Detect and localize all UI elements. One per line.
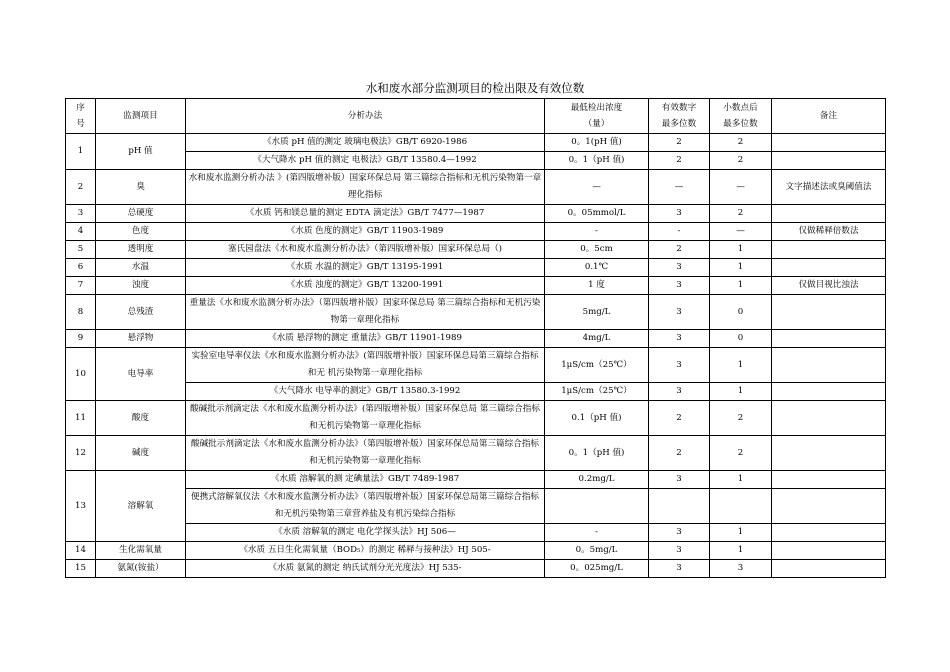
row-dec: 1	[710, 542, 772, 560]
row-seq: 4	[66, 223, 96, 241]
row-item: 总残渣	[96, 295, 186, 330]
row-seq: 8	[66, 295, 96, 330]
row-method: 重量法《水和废水监测分析办法》（第四版增补版）国家环保总局 第三篇综合指标和无机污染物第一章理化指标	[186, 295, 545, 330]
row-note	[772, 348, 886, 383]
row-note	[772, 542, 886, 560]
row-dec: —	[710, 223, 772, 241]
row-seq: 11	[66, 401, 96, 436]
row-method: 《水质 溶解氧的测 定碘量法》GB/T 7489-1987	[186, 471, 545, 489]
row-dec: 1	[710, 348, 772, 383]
page-title: 水和废水部分监测项目的检出限及有效位数	[365, 81, 585, 95]
table-row	[66, 277, 886, 295]
row-method: 《水质 浊度的测定》GB/T 13200-1991	[186, 277, 545, 295]
row-note	[772, 471, 886, 489]
row-note	[772, 330, 886, 348]
header-seq: 序号	[66, 99, 96, 134]
row-note	[772, 134, 886, 152]
row-dec: 2	[710, 205, 772, 223]
row-note	[772, 524, 886, 542]
row-seq: 7	[66, 277, 96, 295]
table-row	[66, 489, 886, 524]
row-note: 文字描述法或臭阈值法	[772, 170, 886, 205]
row-limit: 0。1（pH 值)	[545, 436, 649, 471]
header-method: 分析办法	[186, 99, 545, 134]
table-body	[66, 134, 886, 578]
table-row	[66, 542, 886, 560]
row-note	[772, 401, 886, 436]
row-seq: 15	[66, 560, 96, 578]
row-method: 水和废水监测分析办法 》(第四版增补版）国家环保总局 第三篇综合指标和无机污染物第一章理化指标	[186, 170, 545, 205]
row-limit: 1μS/cm（25℃）	[545, 348, 649, 383]
row-method: 实验室电导率仪法《水和废水监测分析办法》(第四版增补版）国家环保总局第三篇综合指标和无 机污染物第一章理化指标	[186, 348, 545, 383]
row-item: 溶解氧	[96, 471, 186, 542]
table-row	[66, 436, 886, 471]
row-limit: 5mg/L	[545, 295, 649, 330]
row-method: 《水质 氨氮的测定 纳氏试剂分光光度法》HJ 535-	[186, 560, 545, 578]
row-dec: 2	[710, 152, 772, 170]
row-seq: 14	[66, 542, 96, 560]
table-row	[66, 330, 886, 348]
row-dec: 2	[710, 401, 772, 436]
row-note	[772, 560, 886, 578]
row-method: 《水质 水温的测定》GB/T 13195-1991	[186, 259, 545, 277]
table-row	[66, 223, 886, 241]
header-limit-line1: 最低检出浓度	[570, 103, 623, 113]
row-limit: -	[545, 524, 649, 542]
row-seq: 13	[66, 471, 96, 542]
row-method: 《水质 钙和镁总量的测定 EDTA 滴定法》GB/T 7477—1987	[186, 205, 545, 223]
row-sig: 3	[649, 259, 710, 277]
row-sig: 3	[649, 560, 710, 578]
row-limit: 1 度	[545, 277, 649, 295]
header-note: 备注	[772, 99, 886, 134]
row-item: 浊度	[96, 277, 186, 295]
row-note	[772, 241, 886, 259]
row-item: 生化需氧量	[96, 542, 186, 560]
header-dec-line2: 最多位数	[723, 119, 758, 129]
row-sig: 2	[649, 401, 710, 436]
row-method: 《水质 五日生化需氧量（BOD₅）的测定 稀释与接种法》HJ 505-	[186, 542, 545, 560]
table-row	[66, 348, 886, 383]
row-item: 氨氮(铵盐）	[96, 560, 186, 578]
table-row	[66, 383, 886, 401]
row-note	[772, 436, 886, 471]
row-note	[772, 383, 886, 401]
row-item: 悬浮物	[96, 330, 186, 348]
row-note	[772, 295, 886, 330]
row-method: 《水质 溶解氧的测定 电化学探头法》HJ 506—	[186, 524, 545, 542]
row-method: 便携式溶解氧仪法《水和废水监测分析办法》（第四版增补版）国家环保总局第三篇综合指标和无机污染物第三章营养盐及有机污染综合指标	[186, 489, 545, 524]
row-limit: —	[545, 170, 649, 205]
row-note	[772, 259, 886, 277]
row-dec: 1	[710, 471, 772, 489]
header-item: 监测项目	[96, 99, 186, 134]
row-note: 仅做目视比浊法	[772, 277, 886, 295]
row-limit: 4mg/L	[545, 330, 649, 348]
row-method: 塞氏园盘法《水和废水监测分析办法》（第四版增补版）国家环保总局（)	[186, 241, 545, 259]
row-dec: 3	[710, 560, 772, 578]
table-row	[66, 524, 886, 542]
table-row	[66, 401, 886, 436]
row-method: 酸碱批示剂滴定法《水和废水监测分析办法》（第四版增补版）国家环保总局第三篇综合指标和无机污染物第一章理化指标	[186, 436, 545, 471]
row-dec	[710, 489, 772, 524]
row-dec: 1	[710, 277, 772, 295]
row-limit	[545, 489, 649, 524]
row-limit: 0.2mg/L	[545, 471, 649, 489]
row-dec: 0	[710, 330, 772, 348]
table-row	[66, 295, 886, 330]
row-note	[772, 205, 886, 223]
table-row	[66, 134, 886, 152]
row-item: 碱度	[96, 436, 186, 471]
row-seq: 10	[66, 348, 96, 401]
row-note	[772, 152, 886, 170]
row-method: 《大气降水 电导率的测定》GB/T 13580.3-1992	[186, 383, 545, 401]
row-item: pH 值	[96, 134, 186, 170]
row-item: 电导率	[96, 348, 186, 401]
row-limit: 0.1（pH 值)	[545, 401, 649, 436]
row-method: 《大气降水 pH 值的测定 电极法》GB/T 13580.4—1992	[186, 152, 545, 170]
row-sig: 2	[649, 152, 710, 170]
row-note: 仅做稀释倍数法	[772, 223, 886, 241]
row-note	[772, 489, 886, 524]
header-dec	[710, 99, 772, 134]
row-limit: 0。1（pH 值)	[545, 152, 649, 170]
row-dec: 1	[710, 259, 772, 277]
row-sig: 3	[649, 524, 710, 542]
table-row	[66, 205, 886, 223]
row-method: 《水质 色度的测定》GB/T 11903-1989	[186, 223, 545, 241]
row-limit: 0。05mmol/L	[545, 205, 649, 223]
row-method: 酸碱批示剂滴定法《水和废水监测分析办法》(第四版增补版）国家环保总局 第三篇综合指标和无机污染物第一章理化指标	[186, 401, 545, 436]
table-row	[66, 152, 886, 170]
row-sig: 3	[649, 330, 710, 348]
header-limit-line2: （量）	[583, 119, 610, 129]
row-sig: —	[649, 170, 710, 205]
row-seq: 12	[66, 436, 96, 471]
table-row	[66, 560, 886, 578]
row-method: 《水质 悬浮物的测定 重量法》GB/T 11901-1989	[186, 330, 545, 348]
row-sig: 3	[649, 542, 710, 560]
row-dec: 1	[710, 241, 772, 259]
row-item: 色度	[96, 223, 186, 241]
row-limit: -	[545, 223, 649, 241]
header-row	[66, 99, 886, 134]
row-dec: 0	[710, 295, 772, 330]
row-item: 酸度	[96, 401, 186, 436]
row-seq: 1	[66, 134, 96, 170]
header-sig	[649, 99, 710, 134]
row-method: 《水质 pH 值的测定 玻璃电极法》GB/T 6920-1986	[186, 134, 545, 152]
header-sig-line1: 有效数字	[661, 103, 697, 113]
row-seq: 5	[66, 241, 96, 259]
row-seq: 3	[66, 205, 96, 223]
row-sig: 3	[649, 383, 710, 401]
row-dec: 2	[710, 134, 772, 152]
row-limit: 0。5cm	[545, 241, 649, 259]
header-limit	[545, 99, 649, 134]
row-limit: 1μS/cm（25℃）	[545, 383, 649, 401]
row-limit: 0。5mg/L	[545, 542, 649, 560]
header-sig-line2: 最多位数	[661, 119, 697, 129]
row-item: 透明度	[96, 241, 186, 259]
row-limit: 0。025mg/L	[545, 560, 649, 578]
row-sig: -	[649, 223, 710, 241]
row-sig: 3	[649, 205, 710, 223]
table-row	[66, 170, 886, 205]
table-row	[66, 471, 886, 489]
row-item: 水温	[96, 259, 186, 277]
row-limit: 0。1(pH 值)	[545, 134, 649, 152]
row-sig	[649, 489, 710, 524]
row-item: 臭	[96, 170, 186, 205]
row-seq: 9	[66, 330, 96, 348]
table-row	[66, 241, 886, 259]
row-sig: 3	[649, 471, 710, 489]
row-limit: 0.1℃	[545, 259, 649, 277]
row-seq: 2	[66, 170, 96, 205]
table-row	[66, 259, 886, 277]
row-dec: 2	[710, 436, 772, 471]
header-dec-line1: 小数点后	[723, 103, 758, 113]
row-dec: —	[710, 170, 772, 205]
row-sig: 2	[649, 241, 710, 259]
row-dec: 1	[710, 383, 772, 401]
row-sig: 3	[649, 348, 710, 383]
row-item: 总硬度	[96, 205, 186, 223]
row-sig: 2	[649, 134, 710, 152]
detection-limit-table	[65, 98, 886, 578]
row-sig: 3	[649, 277, 710, 295]
row-seq: 6	[66, 259, 96, 277]
row-dec: 1	[710, 524, 772, 542]
row-sig: 2	[649, 436, 710, 471]
row-sig: 3	[649, 295, 710, 330]
